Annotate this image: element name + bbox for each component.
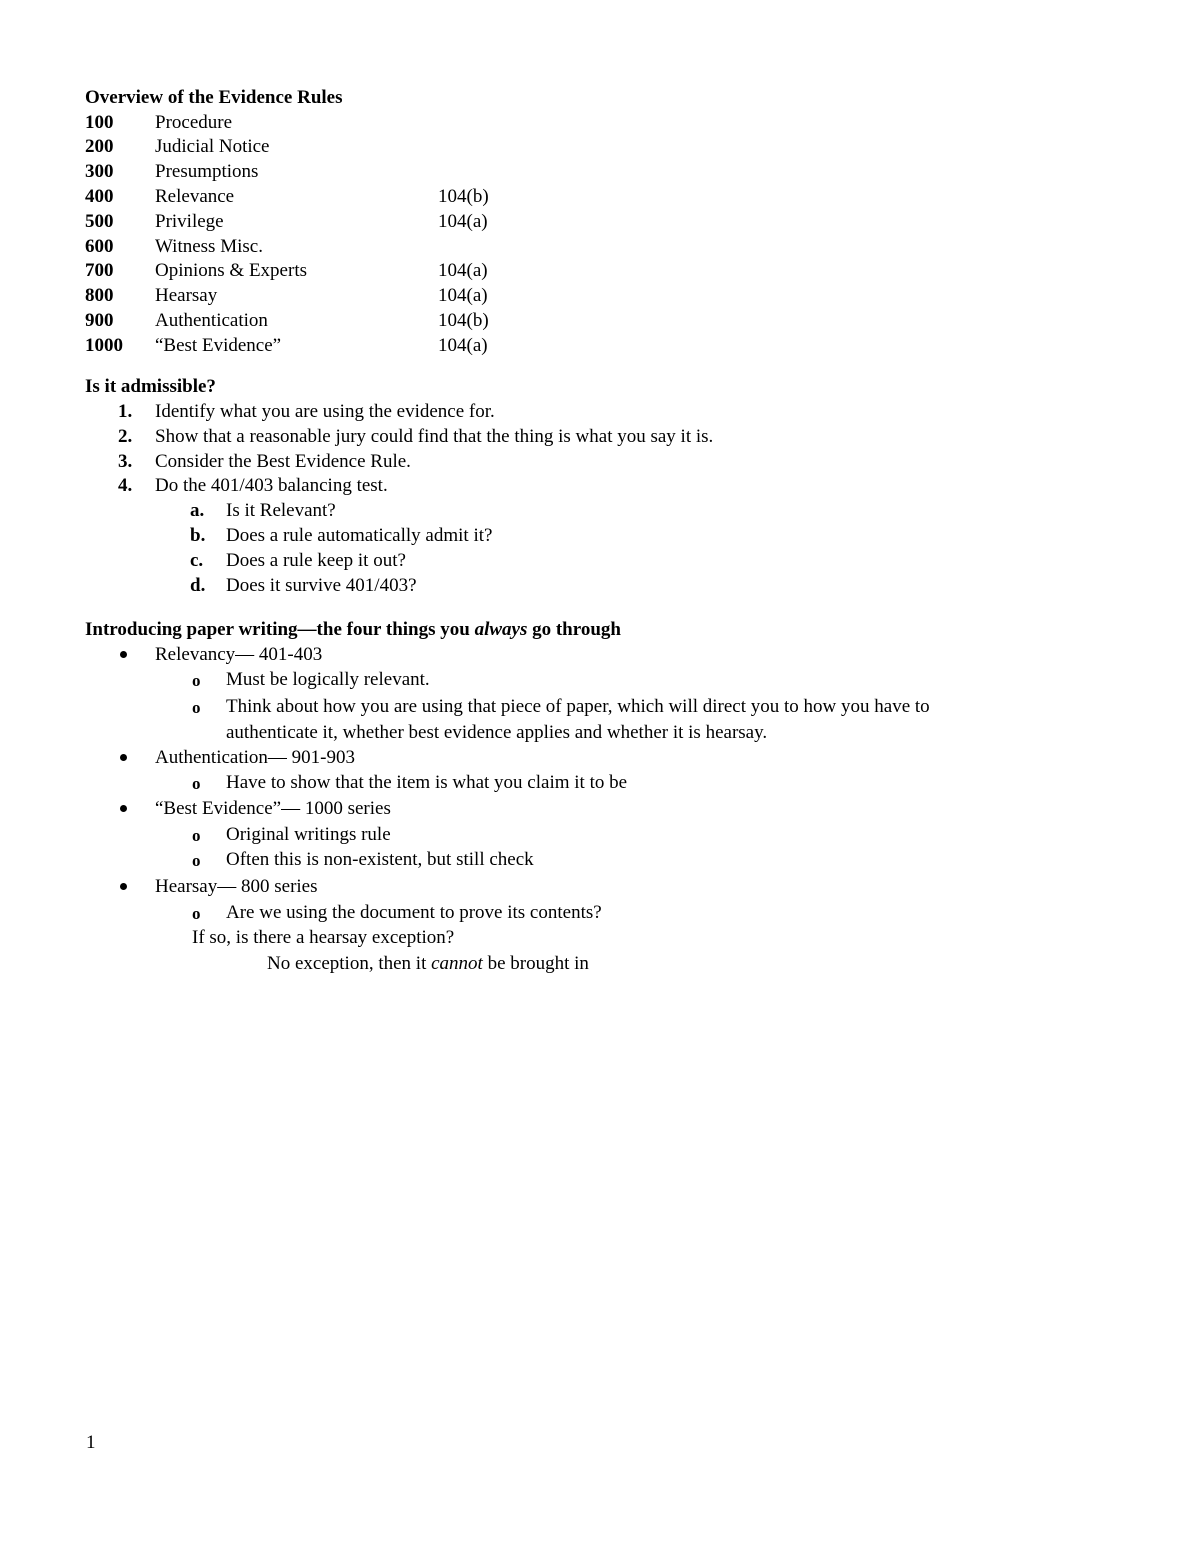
- sub-bullet-text: Think about how you are using that piece of paper, which will direct you to how you have to: [226, 696, 930, 717]
- substep-letter: a.: [190, 500, 205, 521]
- hearsay-exception-question: If so, is there a hearsay exception?: [192, 927, 455, 948]
- step-text: Do the 401/403 balancing test.: [155, 475, 388, 496]
- substep-text: Does it survive 401/403?: [226, 575, 417, 596]
- admissible-heading: Is it admissible?: [85, 376, 216, 397]
- rule-reference: 104(a): [438, 260, 488, 281]
- rule-label: Authentication: [155, 310, 268, 331]
- overview-heading: Overview of the Evidence Rules: [85, 87, 343, 108]
- bullet-text: Hearsay— 800 series: [155, 876, 318, 897]
- sub-bullet-text: Must be logically relevant.: [226, 669, 430, 690]
- rule-reference: 104(b): [438, 186, 489, 207]
- rule-number: 1000: [85, 335, 123, 356]
- bullet-text: Authentication— 901-903: [155, 747, 355, 768]
- hearsay-conclusion-pre: No exception, then it: [267, 953, 432, 974]
- bullet-icon: [120, 883, 127, 890]
- sub-bullet-icon: o: [192, 904, 201, 923]
- sub-bullet-text: Are we using the document to prove its contents?: [226, 902, 602, 923]
- rule-reference: 104(a): [438, 335, 488, 356]
- substep-text: Does a rule keep it out?: [226, 550, 406, 571]
- rule-label: Privilege: [155, 211, 224, 232]
- bullet-text: Relevancy— 401-403: [155, 644, 323, 665]
- sub-bullet-text: Have to show that the item is what you claim it to be: [226, 772, 628, 793]
- bullet-icon: [120, 754, 127, 761]
- hearsay-conclusion-emphasis: cannot: [431, 953, 483, 974]
- substep-text: Is it Relevant?: [226, 500, 336, 521]
- rule-label: Witness Misc.: [155, 236, 263, 257]
- rule-label: “Best Evidence”: [155, 335, 282, 356]
- hearsay-conclusion: [267, 953, 589, 975]
- step-text: Consider the Best Evidence Rule.: [155, 451, 411, 472]
- rule-label: Presumptions: [155, 161, 259, 182]
- hearsay-conclusion-post: be brought in: [482, 953, 589, 974]
- sub-bullet-icon: o: [192, 826, 201, 845]
- step-number: 3.: [118, 451, 133, 472]
- paper-heading-emphasis: always: [474, 619, 528, 640]
- paper-heading: [85, 619, 621, 641]
- rule-label: Hearsay: [155, 285, 218, 306]
- sub-bullet-icon: o: [192, 698, 201, 717]
- step-number: 4.: [118, 475, 133, 496]
- paper-heading-pre: Introducing paper writing—the four things you: [85, 619, 475, 640]
- page-number: 1: [86, 1432, 96, 1453]
- step-text: Show that a reasonable jury could find that the thing is what you say it is.: [155, 426, 714, 447]
- rule-reference: 104(b): [438, 310, 489, 331]
- sub-bullet-icon: o: [192, 671, 201, 690]
- rule-number: 900: [85, 310, 114, 331]
- rule-number: 600: [85, 236, 114, 257]
- rule-number: 700: [85, 260, 114, 281]
- sub-bullet-icon: o: [192, 774, 201, 793]
- sub-bullet-text-continued: authenticate it, whether best evidence applies and whether it is hearsay.: [226, 722, 768, 743]
- sub-bullet-icon: o: [192, 851, 201, 870]
- substep-text: Does a rule automatically admit it?: [226, 525, 493, 546]
- step-number: 2.: [118, 426, 133, 447]
- bullet-text: “Best Evidence”— 1000 series: [155, 798, 391, 819]
- rule-number: 800: [85, 285, 114, 306]
- rule-label: Procedure: [155, 112, 233, 133]
- rule-label: Opinions & Experts: [155, 260, 307, 281]
- paper-heading-post: go through: [527, 619, 621, 640]
- rule-number: 500: [85, 211, 114, 232]
- rule-reference: 104(a): [438, 285, 488, 306]
- rule-label: Relevance: [155, 186, 235, 207]
- sub-bullet-text: Original writings rule: [226, 824, 391, 845]
- substep-letter: b.: [190, 525, 206, 546]
- rule-number: 300: [85, 161, 114, 182]
- step-text: Identify what you are using the evidence for.: [155, 401, 495, 422]
- bullet-icon: [120, 651, 127, 658]
- bullet-icon: [120, 805, 127, 812]
- rule-label: Judicial Notice: [155, 136, 270, 157]
- rule-number: 400: [85, 186, 114, 207]
- step-number: 1.: [118, 401, 133, 422]
- rule-number: 100: [85, 112, 114, 133]
- substep-letter: d.: [190, 575, 206, 596]
- substep-letter: c.: [190, 550, 204, 571]
- rule-reference: 104(a): [438, 211, 488, 232]
- rule-number: 200: [85, 136, 114, 157]
- sub-bullet-text: Often this is non-existent, but still check: [226, 849, 534, 870]
